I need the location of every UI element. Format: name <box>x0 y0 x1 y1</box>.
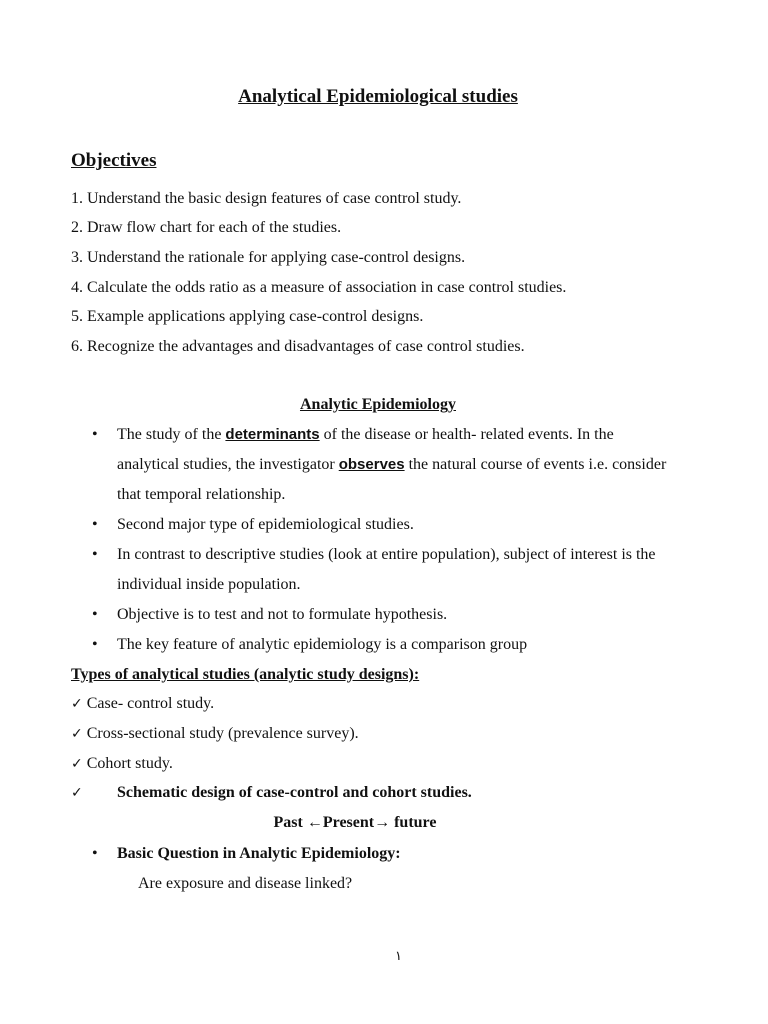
bullet-item: The key feature of analytic epidemiology is a comparison group <box>117 636 528 653</box>
check-item-label: Case- control study. <box>86 695 215 712</box>
schematic-heading: Schematic design of case-control and cohort studies. <box>117 784 472 801</box>
objective-item: 3. Understand the rationale for applying case-control designs. <box>71 249 466 266</box>
basic-question-text: Are exposure and disease linked? <box>138 875 353 892</box>
check-icon: ✓ <box>71 785 83 801</box>
bullet-icon: • <box>92 845 98 862</box>
bullet-icon: • <box>92 516 98 533</box>
check-item <box>71 724 359 744</box>
section-heading: Analytic Epidemiology <box>299 396 456 413</box>
bullet-item: Second major type of epidemiological studies. <box>117 516 414 533</box>
check-icon: ✓ <box>71 696 83 712</box>
check-icon: ✓ <box>71 756 83 772</box>
bullet-continuation <box>117 455 666 475</box>
bullet-continuation: individual inside population. <box>117 576 301 593</box>
keyword-determinants: determinants <box>225 426 320 443</box>
keyword-observes: observes <box>338 456 405 473</box>
check-item <box>71 694 214 714</box>
objectives-heading: Objectives <box>71 150 157 171</box>
bullet-continuation: that temporal relationship. <box>117 486 286 503</box>
check-icon: ✓ <box>71 726 83 742</box>
bullet-text: the natural course of events i.e. consider <box>404 456 667 473</box>
bullet-icon: • <box>92 636 98 653</box>
check-item <box>71 754 173 774</box>
document-title: Analytical Epidemiological studies <box>238 86 518 107</box>
bullet-item: In contrast to descriptive studies (look at entire population), subject of interest is the <box>117 546 656 563</box>
bullet-icon: • <box>92 546 98 563</box>
bullet-item-determinants <box>117 425 614 445</box>
objective-item: 6. Recognize the advantages and disadvantages of case control studies. <box>71 338 525 355</box>
check-icon <box>71 783 83 803</box>
check-item-label: Cohort study. <box>86 755 173 772</box>
bullet-icon: • <box>92 426 98 443</box>
check-item-label: Cross-sectional study (prevalence survey). <box>86 725 359 742</box>
objective-item: 1. Understand the basic design features of case control study. <box>71 190 462 207</box>
bullet-text: of the disease or health- related events. In the <box>319 426 614 443</box>
objective-item: 2. Draw flow chart for each of the studies. <box>71 219 342 236</box>
basic-question-heading: Basic Question in Analytic Epidemiology: <box>117 845 401 862</box>
bullet-text: The study of the <box>117 426 226 443</box>
types-heading: Types of analytical studies (analytic study designs): <box>71 666 420 683</box>
timeline-label: Past ←Present→ future <box>273 814 437 831</box>
bullet-item: Objective is to test and not to formulate hypothesis. <box>117 606 448 623</box>
objective-item: 4. Calculate the odds ratio as a measure of association in case control studies. <box>71 279 567 296</box>
page-number: ١ <box>395 948 402 963</box>
bullet-icon: • <box>92 606 98 623</box>
bullet-text: analytical studies, the investigator <box>117 456 339 473</box>
objective-item: 5. Example applications applying case-control designs. <box>71 308 424 325</box>
